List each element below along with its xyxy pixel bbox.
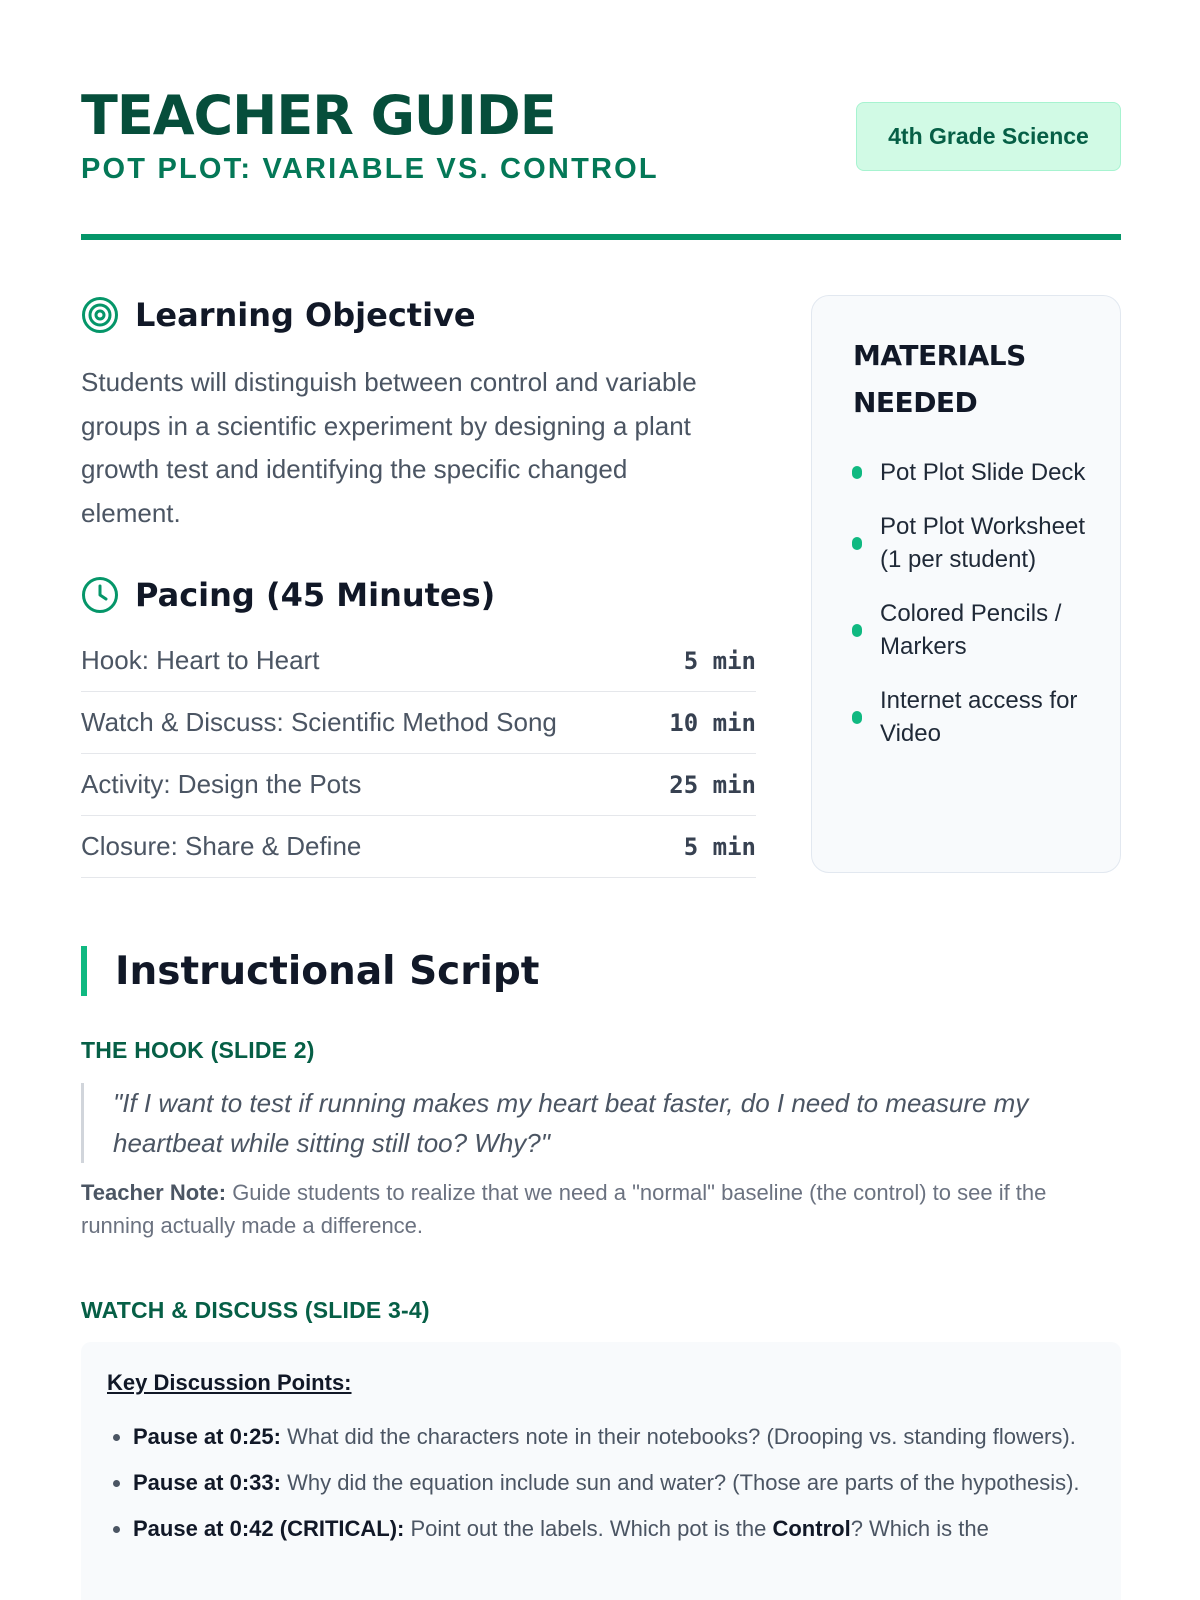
materials-item-label: Internet access for Video bbox=[880, 686, 1078, 747]
objective-heading-label: Learning Objective bbox=[135, 296, 476, 334]
pacing-activity: Hook: Heart to Heart bbox=[81, 645, 320, 675]
clock-icon bbox=[81, 576, 119, 614]
pacing-time: 5 min bbox=[683, 832, 756, 861]
bullet-dot-icon bbox=[852, 537, 862, 550]
teacher-note-label: Teacher Note: bbox=[81, 1180, 227, 1205]
teacher-note-text: Guide students to realize that we need a "normal" baseline (the control) to see if the running actually made a difference. bbox=[81, 1180, 1047, 1238]
materials-item bbox=[852, 510, 1102, 577]
header bbox=[81, 86, 1121, 241]
discussion-point bbox=[133, 1466, 1093, 1499]
discussion-point-label: Pause at 0:42 (CRITICAL): bbox=[133, 1516, 405, 1541]
pacing-activity: Watch & Discuss: Scientific Method Song bbox=[81, 707, 557, 737]
discussion-box bbox=[81, 1342, 1121, 1600]
pacing-time: 25 min bbox=[669, 770, 756, 799]
pacing-time: 10 min bbox=[669, 708, 756, 737]
bullet-dot-icon bbox=[852, 466, 862, 479]
objective-heading bbox=[81, 296, 476, 334]
materials-card bbox=[811, 295, 1121, 873]
teacher-note bbox=[81, 1176, 1121, 1242]
objective-text: Students will distinguish between control and variable groups in a scientific experiment by designing a plant growth test and identifying the specific changed element. bbox=[81, 367, 697, 528]
materials-item-label: Pot Plot Slide Deck bbox=[880, 459, 1086, 486]
hook-heading: THE HOOK (SLIDE 2) bbox=[81, 1037, 315, 1063]
discussion-point bbox=[133, 1420, 1093, 1453]
discussion-point-label: Pause at 0:33: bbox=[133, 1470, 281, 1495]
pacing-heading bbox=[81, 576, 495, 614]
materials-title: MATERIALS NEEDED bbox=[853, 339, 1026, 419]
materials-item-label: Pot Plot Worksheet (1 per student) bbox=[880, 512, 1085, 573]
page-title: TEACHER GUIDE bbox=[81, 84, 556, 147]
materials-item-label: Colored Pencils / Markers bbox=[880, 599, 1062, 660]
target-icon bbox=[81, 296, 119, 334]
pacing-row bbox=[81, 692, 756, 754]
materials-item bbox=[852, 456, 1102, 490]
pacing-row bbox=[81, 816, 756, 878]
pacing-row bbox=[81, 754, 756, 816]
pacing-list bbox=[81, 630, 756, 878]
header-divider bbox=[81, 234, 1121, 240]
hook-quote: "If I want to test if running makes my heart beat faster, do I need to measure my heartbeat while sitting still too? Why?" bbox=[81, 1083, 1121, 1163]
pacing-time: 5 min bbox=[683, 646, 756, 675]
discussion-point-label: Pause at 0:25: bbox=[133, 1424, 281, 1449]
materials-item bbox=[852, 684, 1102, 751]
script-heading bbox=[81, 946, 539, 996]
discussion-point-text: Point out the labels. Which pot is the bbox=[404, 1516, 773, 1541]
grade-badge: 4th Grade Science bbox=[856, 102, 1121, 171]
materials-item bbox=[852, 597, 1102, 664]
discussion-point bbox=[133, 1512, 1093, 1545]
pacing-heading-label: Pacing (45 Minutes) bbox=[135, 576, 496, 614]
discussion-point-text: What did the characters note in their notebooks? (Drooping vs. standing flowers). bbox=[280, 1424, 1076, 1449]
teacher-guide-page bbox=[81, 0, 1121, 1600]
discussion-point-text-cont: ? Which is the bbox=[850, 1516, 989, 1541]
materials-list bbox=[852, 456, 1102, 771]
watch-heading: WATCH & DISCUSS (SLIDE 3-4) bbox=[81, 1297, 430, 1323]
discussion-list bbox=[133, 1420, 1093, 1558]
script-title: Instructional Script bbox=[115, 948, 540, 994]
bullet-dot-icon bbox=[852, 711, 862, 724]
discussion-title: Key Discussion Points: bbox=[107, 1370, 352, 1395]
pacing-activity: Closure: Share & Define bbox=[81, 831, 362, 861]
pacing-activity: Activity: Design the Pots bbox=[81, 769, 362, 799]
pacing-row bbox=[81, 630, 756, 692]
discussion-point-emphasis: Control bbox=[772, 1516, 851, 1541]
accent-bar bbox=[81, 946, 87, 996]
page-subtitle: POT PLOT: VARIABLE VS. CONTROL bbox=[81, 153, 659, 185]
discussion-point-text: Why did the equation include sun and water? (Those are parts of the hypothesis). bbox=[280, 1470, 1080, 1495]
bullet-dot-icon bbox=[852, 624, 862, 637]
